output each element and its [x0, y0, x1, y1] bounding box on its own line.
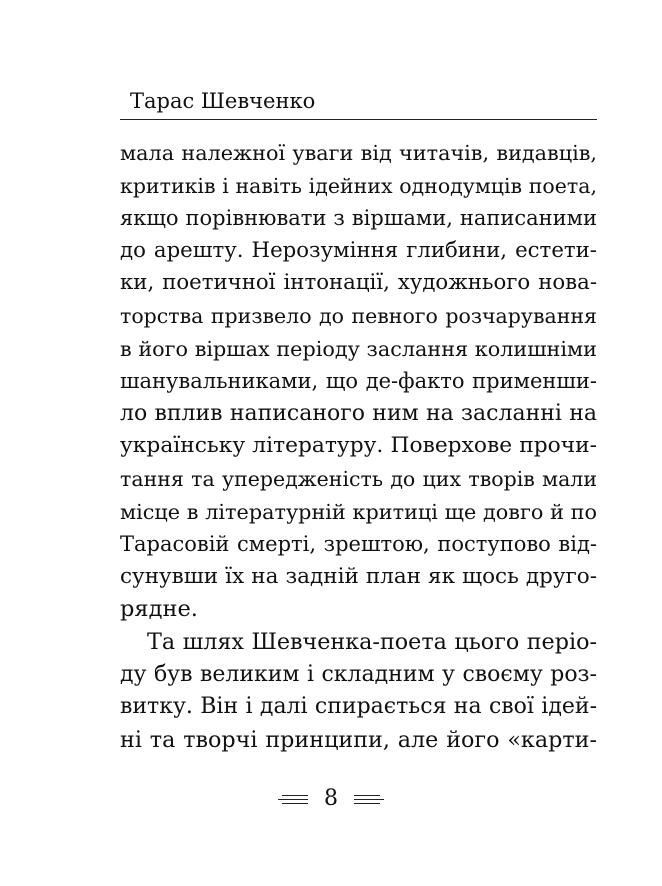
text-line: в його віршах періоду заслання колишніми [120, 336, 597, 361]
body-text [120, 137, 597, 756]
text-line: тання та упередженість до цих творів мали [120, 466, 597, 491]
running-header: Тарас Шевченко [130, 89, 316, 113]
text-line: критиків і навіть ідейних однодумців поета, [120, 173, 597, 198]
text-line: Тарасовій смерті, зрештою, поступово від- [120, 532, 597, 557]
page-number: 8 [324, 786, 338, 811]
text-line-paragraph-end: рядне. [120, 596, 198, 623]
text-line: якщо порівнювати з віршами, написаними [120, 206, 597, 231]
text-line: ло вплив написаного ним на засланні на [120, 400, 597, 426]
text-line: до арешту. Нерозуміння глибини, естети- [120, 237, 597, 263]
left-ornament-icon [278, 795, 308, 804]
text-line: торства призвело до певного розчарування [120, 303, 597, 328]
text-line: місце в літературній критиці ще довго й по [120, 499, 597, 524]
text-line: ні та творчі принципи, але його «карти- [120, 726, 597, 753]
text-line: мала належної уваги від читачів, видавців, [120, 141, 597, 165]
page-footer [0, 785, 662, 813]
header-rule [120, 119, 597, 120]
text-line: ду був великим і складним у своєму роз- [120, 661, 597, 687]
text-line: ки, поетичної інтонації, художнього нова- [120, 270, 597, 296]
right-ornament-icon [354, 795, 384, 804]
text-line-paragraph-start: Та шлях Шевченка-поета цього періо- [147, 628, 597, 655]
text-line: шанувальниками, що де-факто применши- [120, 369, 597, 394]
text-line: витку. Він і далі спирається на свої ідей- [120, 694, 597, 720]
text-line: українську літературу. Поверхове прочи- [120, 433, 597, 459]
text-line: сунувши їх на задній план як щось друго- [120, 563, 597, 589]
